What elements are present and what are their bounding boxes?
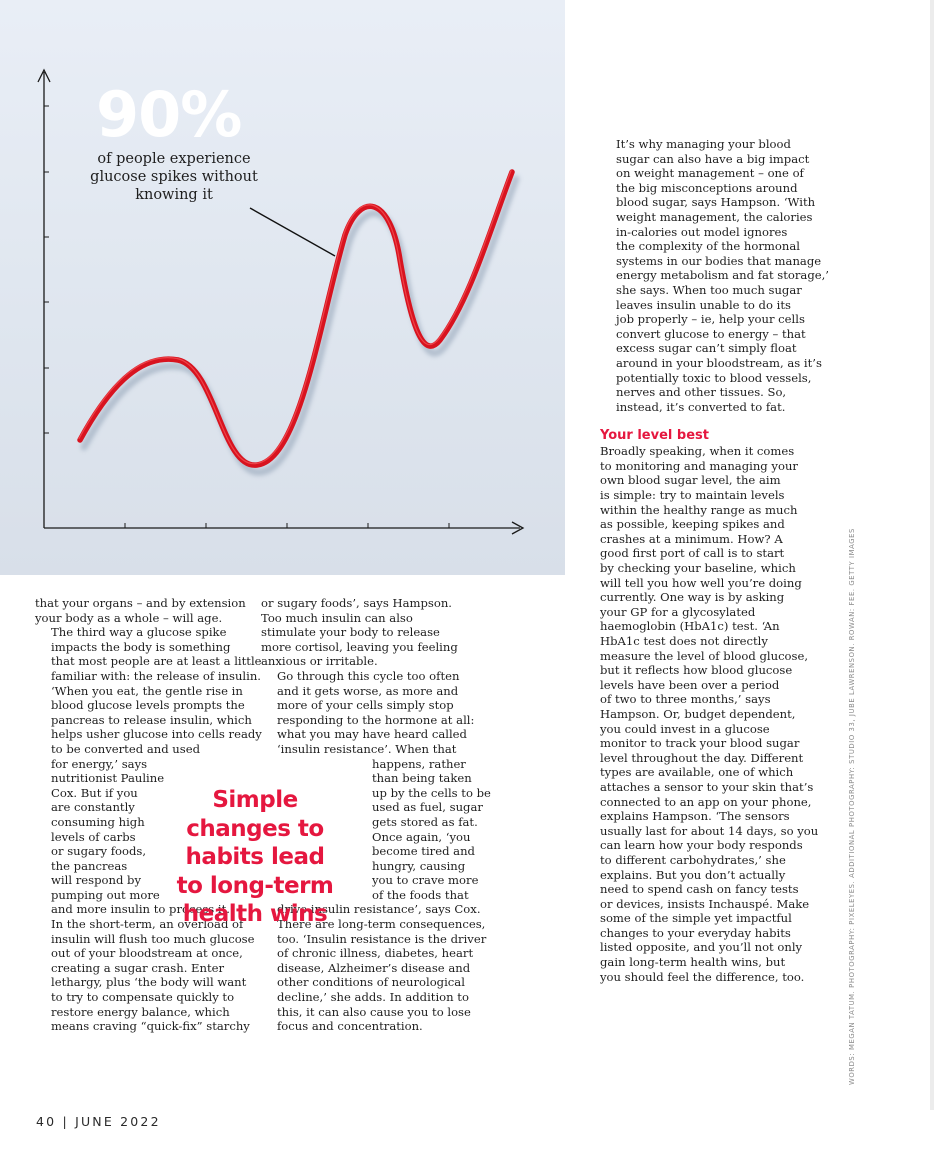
text-line: blood sugar, says Hampson. ‘With (616, 195, 816, 210)
text-line: changes to your everyday habits (600, 925, 791, 940)
article-column-3 (600, 137, 829, 984)
text-line: ‘When you eat, the gentle rise in (51, 683, 243, 698)
text-line: this, it can also cause you to lose (277, 1004, 471, 1019)
stat-value: 90% (96, 78, 242, 151)
text-line: your body as a whole – will age. (35, 610, 223, 625)
text-line: measure the level of blood glucose, (600, 648, 809, 663)
text-line: consuming high (51, 814, 145, 829)
text-line: around in your bloodstream, as it’s (616, 355, 822, 370)
paragraph (35, 596, 250, 625)
text-line: within the healthy range as much (600, 502, 798, 517)
text-line: too. ‘Insulin resistance is the driver (277, 931, 487, 946)
text-line: energy metabolism and fat storage,’ (616, 268, 829, 283)
text-line: usually last for about 14 days, so you (600, 823, 819, 838)
text-line: for energy,’ says (51, 756, 148, 771)
text-line: or sugary foods, (51, 844, 147, 859)
text-line: explains Hampson. ‘The sensors (600, 809, 790, 824)
text-line: responding to the hormone at all: (277, 712, 475, 727)
text-line: creating a sugar crash. Enter (51, 960, 225, 975)
text-line: and it gets worse, as more and (277, 683, 459, 698)
text-line: by checking your baseline, which (600, 561, 796, 576)
text-line: will respond by (51, 873, 142, 888)
text-line: connected to an app on your phone, (600, 794, 812, 809)
text-line: explains. But you don’t actually (600, 867, 786, 882)
text-line: to different carbohydrates,’ she (600, 852, 786, 867)
text-line: insulin will flush too much glucose (51, 931, 255, 946)
pull-quote-line: Simple (212, 787, 298, 813)
subheading: Your level best (600, 428, 709, 444)
text-line: The third way a glucose spike (51, 625, 227, 640)
text-line: or devices, insists Inchauspé. Make (600, 896, 810, 911)
text-line: levels of carbs (51, 829, 136, 844)
page-folio: 40 | JUNE 2022 (36, 1114, 161, 1129)
text-line: on weight management – one of (616, 166, 804, 181)
stat-caption-line: without knowing it (135, 169, 258, 203)
stat-caption (84, 150, 264, 204)
text-line: familiar with: the release of insulin. (51, 668, 261, 683)
text-line: weight management, the calories (616, 209, 813, 224)
text-line: to monitoring and managing your (600, 458, 798, 473)
text-line: more cortisol, leaving you feeling (261, 639, 458, 654)
glucose-graph (0, 0, 565, 575)
text-line: types are available, one of which (600, 765, 794, 780)
text-line: It’s why managing your blood (616, 137, 791, 151)
text-line: the complexity of the hormonal (616, 239, 800, 254)
pull-quote-line: habits lead (185, 844, 325, 870)
text-line: she says. When too much sugar (616, 282, 802, 297)
text-line: Broadly speaking, when it comes (600, 444, 795, 459)
text-line: crashes at a minimum. How? A (600, 531, 783, 546)
callout-pointer-line (250, 208, 335, 256)
text-line: good first port of call is to start (600, 546, 785, 561)
text-line: Go through this cycle too often (277, 668, 460, 683)
text-line: can learn how your body responds (600, 838, 803, 853)
text-line: helps usher glucose into cells ready (51, 727, 262, 742)
text-line: will tell you how well you’re doing (600, 575, 802, 590)
text-line: blood glucose levels prompts the (51, 698, 245, 713)
text-line: are constantly (51, 800, 135, 815)
pull-quote (160, 786, 350, 929)
text-line: instead, it’s converted to fat. (616, 399, 786, 414)
text-line: drive insulin resistance’, says Cox. (277, 902, 481, 917)
text-line: means craving “quick-fix” starchy (51, 1019, 250, 1034)
text-line: happens, rather (372, 756, 466, 771)
text-line: lethargy, plus ‘the body will want (51, 975, 247, 990)
text-line: listed opposite, and you’ll not only (600, 940, 803, 955)
text-line: restore energy balance, which (51, 1004, 230, 1019)
glucose-graph-photo (0, 0, 565, 575)
text-line: sugar can also have a big impact (616, 151, 810, 166)
paragraph (600, 444, 819, 984)
text-line: of the foods that (372, 887, 469, 902)
text-line: decline,’ she adds. In addition to (277, 990, 469, 1005)
text-line: HbA1c test does not directly (600, 634, 768, 648)
text-line: focus and concentration. (277, 1019, 423, 1034)
text-line: Once again, ‘you (372, 829, 471, 844)
text-line: of two to three months,’ says (600, 692, 771, 707)
text-line: level throughout the day. Different (600, 750, 804, 765)
text-line: convert glucose to energy – that (616, 326, 806, 341)
text-line: you could invest in a glucose (600, 721, 770, 736)
text-line: gain long-term health wins, but (600, 955, 786, 970)
page-edge-rule (930, 0, 934, 1110)
text-line: the pancreas (51, 858, 128, 873)
text-line: haemoglobin (HbA1c) test. ‘An (600, 619, 780, 634)
text-line: up by the cells to be (372, 785, 491, 800)
stat-caption-line: of people experience (97, 151, 251, 167)
text-line: you should feel the difference, too. (600, 969, 805, 984)
text-line: hungry, causing (372, 858, 466, 873)
text-line: than being taken (372, 771, 472, 786)
text-line: out of your bloodstream at once, (51, 946, 243, 961)
text-line: currently. One way is by asking (600, 590, 785, 605)
text-line: to be converted and used (51, 741, 200, 756)
text-line: job properly – ie, help your cells (616, 312, 805, 327)
text-line: that most people are at least a little (51, 654, 262, 669)
text-line: of chronic illness, diabetes, heart (277, 946, 474, 961)
text-line: the big misconceptions around (616, 180, 798, 195)
text-line: anxious or irritable. (261, 654, 378, 669)
text-line: used as fuel, sugar (372, 800, 483, 815)
text-line: monitor to track your blood sugar (600, 736, 800, 751)
text-line: nerves and other tissues. So, (616, 385, 787, 400)
text-line: attaches a sensor to your skin that’s (600, 779, 814, 794)
text-line: but it reflects how blood glucose (600, 663, 793, 678)
text-line: in-calories out model ignores (616, 224, 788, 239)
paragraph (600, 137, 829, 414)
text-line: and more insulin to process it. (51, 902, 230, 917)
text-line: or sugary foods’, says Hampson. (261, 596, 452, 610)
text-line: potentially toxic to blood vessels, (616, 370, 812, 385)
text-line: what you may have heard called (277, 727, 467, 742)
pull-quote-line: to long-term (176, 872, 334, 899)
photo-credits: WORDS: MEGAN TATUM. PHOTOGRAPHY: PIXELEYES. ADDITIONAL PHOTOGRAPHY: STUDIO 33, JUBE LAWRENSON. ROWAN: FEE. GETTY IMAGES (848, 528, 856, 1085)
text-line: Cox. But if you (51, 785, 138, 800)
text-line: disease, Alzheimer’s disease and (277, 960, 471, 975)
pull-quote-line: health wins (182, 901, 328, 927)
text-line: need to spend cash on fancy tests (600, 882, 799, 897)
text-line: impacts the body is something (51, 639, 231, 654)
stat-caption-line: glucose spikes (90, 169, 198, 185)
text-line: There are long-term consequences, (277, 917, 486, 932)
text-line: is simple: try to maintain levels (600, 488, 785, 503)
pull-quote-line: changes to (186, 815, 324, 842)
text-line: stimulate your body to release (261, 625, 440, 640)
paragraph (261, 596, 476, 669)
text-line: nutritionist Pauline (51, 771, 165, 786)
glucose-curve (80, 172, 512, 465)
text-line: more of your cells simply stop (277, 698, 454, 713)
text-line: your GP for a glycosylated (600, 604, 756, 619)
text-line: as possible, keeping spikes and (600, 517, 785, 532)
text-line: that your organs – and by extension (35, 596, 246, 610)
text-line: to try to compensate quickly to (51, 990, 235, 1005)
text-line: Too much insulin can also (261, 610, 413, 625)
text-line: some of the simple yet impactful (600, 911, 792, 926)
text-line: levels have been over a period (600, 677, 780, 692)
text-line: you to crave more (372, 873, 479, 888)
text-line: systems in our bodies that manage (616, 253, 822, 268)
text-line: excess sugar can’t simply float (616, 341, 797, 356)
text-line: own blood sugar level, the aim (600, 473, 781, 488)
text-line: In the short-term, an overload of (51, 917, 244, 932)
text-line: Hampson. Or, budget dependent, (600, 706, 796, 721)
text-line: pancreas to release insulin, which (51, 712, 252, 727)
text-line: leaves insulin unable to do its (616, 297, 791, 312)
text-line: pumping out more (51, 887, 160, 902)
text-line: gets stored as fat. (372, 814, 478, 829)
text-line: become tired and (372, 844, 475, 859)
text-line: ‘insulin resistance’. When that (277, 741, 457, 756)
text-line: other conditions of neurological (277, 975, 465, 990)
